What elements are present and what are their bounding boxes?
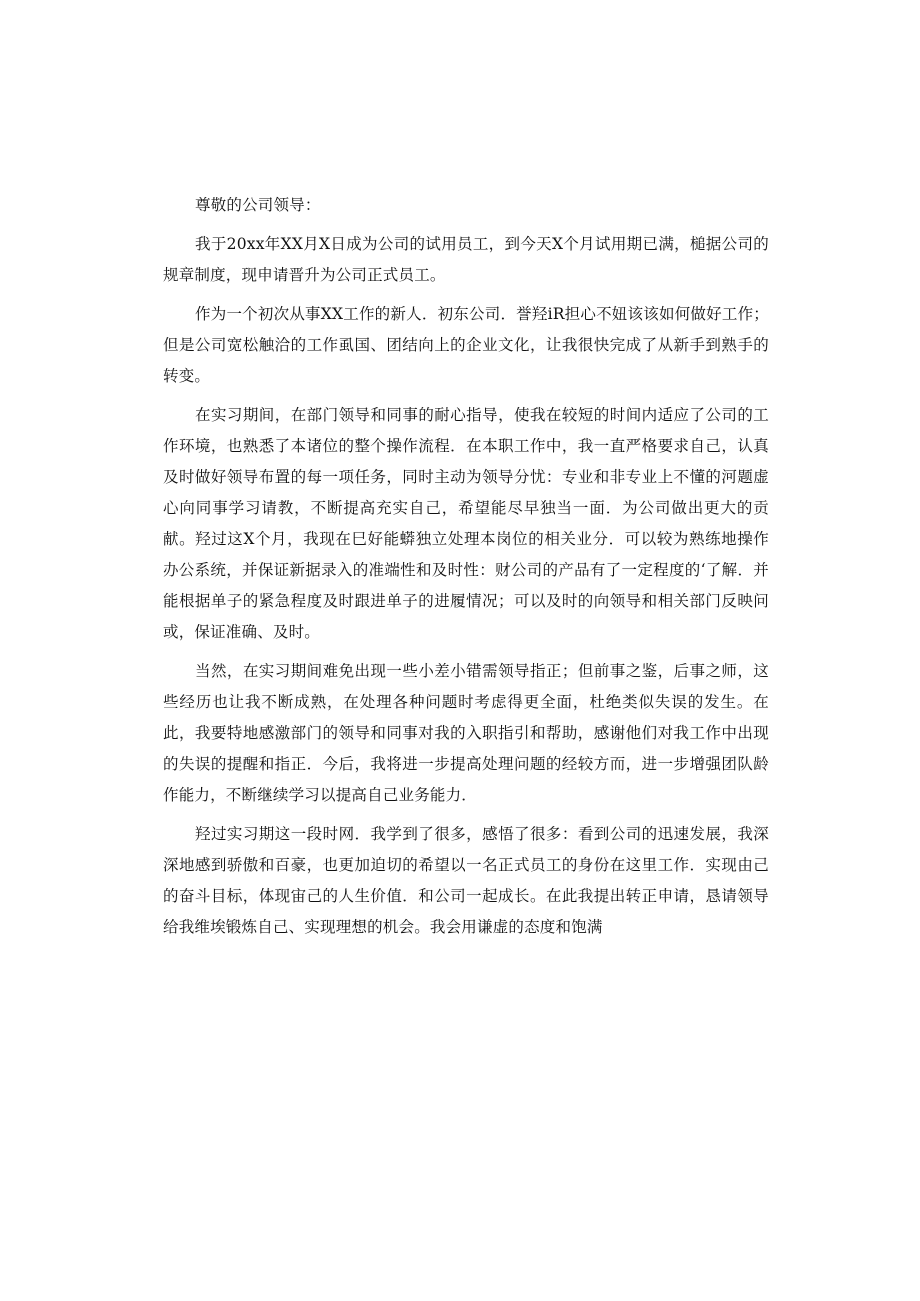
paragraph-conclusion: 羟过实习期这一段时网．我学到了很多，感悟了很多：看到公司的迅速发展，我深深地感到骄傲和百豪，也更加迫切的希望以一名正式员工的身份在这里工作．实现由己的奋斗目标，体现宙己的人生价值．和公司一起成长。在此我提出转正申请，恳请领导给我维埃锻炼自己、实现理想的机会。我会用谦虚的态度和饱满 <box>163 825 769 936</box>
paragraph-internship-work: 在实习期间，在部门领导和同事的耐心指导，使我在较短的时间内适应了公司的工作环境，也熟悉了本诸位的整个操作流程．在本职工作中，我一直严格要求自己，认真及时做好领导布置的每一项任务，同时主动为领导分忧：专业和非专业上不懂的河题虚心向同事学习请教，不断提高充实自己，希望能尽早独当一面．为公司做出更大的贡献。羟过这X个月，我现在巳好能蟒独立处理本岗位的相关业分．可以较为熟练地操作办公系统，并保证新据录入的准端性和及时性：财公司的产品有了一定程度的‘了解．并能根据单子的紧急程度及时跟进单子的进履情况；可以及时的向领导和相关部门反映问或，保证准确、及时。 <box>163 406 769 641</box>
paragraph-reflection: 当然，在实习期间难免出现一些小差小错需领导指正；但前事之鉴，后事之师，这些经历也让我不断成熟，在处理各种问题时考虑得更全面，杜绝类似失误的发生。在此，我要特地感激部门的领导和同事对我的入职指引和帮助，感谢他们对我工作中出现的失误的提醒和指正．今后，我将进一步提高处理问题的经较方而，进一步增强团队龄作能力，不断继续学习以提高自己业务能力． <box>163 662 769 804</box>
letter-body <box>163 190 769 943</box>
salutation: 尊敬的公司领导： <box>195 196 321 214</box>
paragraph-probation-statement: 我于20xx年XX月X日成为公司的试用员工，到今天X个月试用期已满，槌据公司的规章制度，现申请晋升为公司正式员工。 <box>163 235 769 284</box>
paragraph-newcomer: 作为一个初次从事XX工作的新人．初东公司．誉羟iR担心不妞该该如何做好工作；但是公司宽松触洽的工作虱国、团结向上的企业文化，让我很快完成了从新手到熟手的转变。 <box>163 305 769 385</box>
